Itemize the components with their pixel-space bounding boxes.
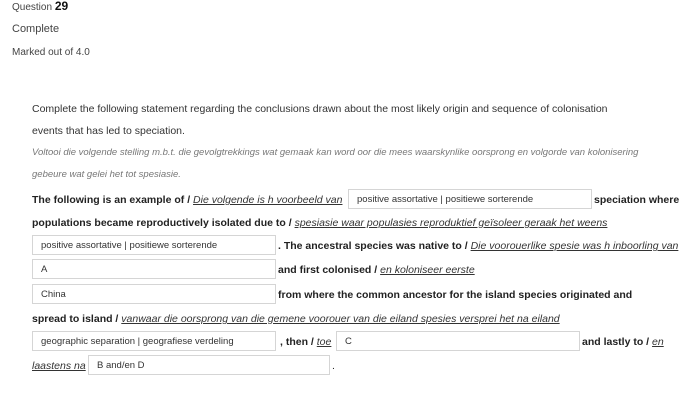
statement-s1-en: The following is an example of / [32,194,191,206]
question-text [32,98,692,186]
answer-isolation-cause[interactable]: positive assortative | positiewe sorterende [32,235,276,255]
prompt-english-line2: events that has led to speciation. [32,125,185,137]
statement-line-4 [278,263,475,277]
statement-s2-en: populations became reproductively isolated due to / [32,217,292,229]
question-number: 29 [54,0,69,13]
statement-s3-en: . The ancestral species was native to / [278,240,468,252]
statement-s5-en: from where the common ancestor for the island species originated and [278,289,633,301]
answer-spread-to-island[interactable]: geographic separation | geografiese verdeling [32,331,276,351]
answer-first-colonised[interactable]: China [32,284,276,304]
statement-line-8 [582,335,664,349]
statement-line-2 [32,216,607,230]
question-status: Complete [12,23,60,35]
answer-then-island[interactable]: C [336,331,580,351]
statement-s1-after [594,193,679,207]
statement-s8-af1: en [652,336,664,348]
statement-line-3 [278,239,678,253]
statement-s6-en: spread to island / [32,313,119,325]
statement-s1-af: Die volgende is h voorbeeld van [193,194,343,206]
statement-end-period: . [332,360,335,372]
prompt-english-line1: Complete the following statement regarding the conclusions drawn about the most likely origin and sequence of colonisation [32,103,608,115]
statement-line-9 [32,359,86,373]
statement-s8-en: and lastly to / [582,336,650,348]
statement-s4-en: and first colonised / [278,264,378,276]
question-label: Question [12,2,53,13]
statement-s1-after-en: speciation where [594,194,680,206]
statement-end [332,359,335,373]
answer-native-to[interactable]: A [32,259,276,279]
prompt-afrikaans-line1: Voltooi die volgende stelling m.b.t. die gevolgtrekkings wat gemaak kan word oor die mees waarskynlike oorsprong en volgorde van kolonisering [32,147,639,158]
prompt-afrikaans-line2: gebeure wat gelei het tot spesiasie. [32,169,181,180]
statement-line-6 [32,312,560,326]
statement-line-1 [32,193,342,207]
statement-s6-af: vanwaar die oorsprong van die gemene voorouer van die eiland spesies versprei het na eiland [121,313,560,325]
question-heading [12,0,90,14]
answer-speciation-type[interactable]: positive assortative | positiewe sorterende [348,189,592,209]
question-info [12,0,90,59]
statement-s8-af2: laastens na [32,360,86,372]
statement-line-5 [278,288,632,302]
statement-s7-af: toe [316,336,332,348]
answer-lastly-island[interactable]: B and/en D [88,355,330,375]
statement-s4-af: en koloniseer eerste [380,264,475,276]
statement-s2-af: spesiasie waar populasies reproduktief geïsoleer geraak het weens [294,217,608,229]
statement-line-7 [280,335,331,349]
statement-s7-en: , then / [280,336,314,348]
statement-s3-af: Die voorouerlike spesie was h inboorling van [470,240,679,252]
question-marks: Marked out of 4.0 [12,47,90,58]
